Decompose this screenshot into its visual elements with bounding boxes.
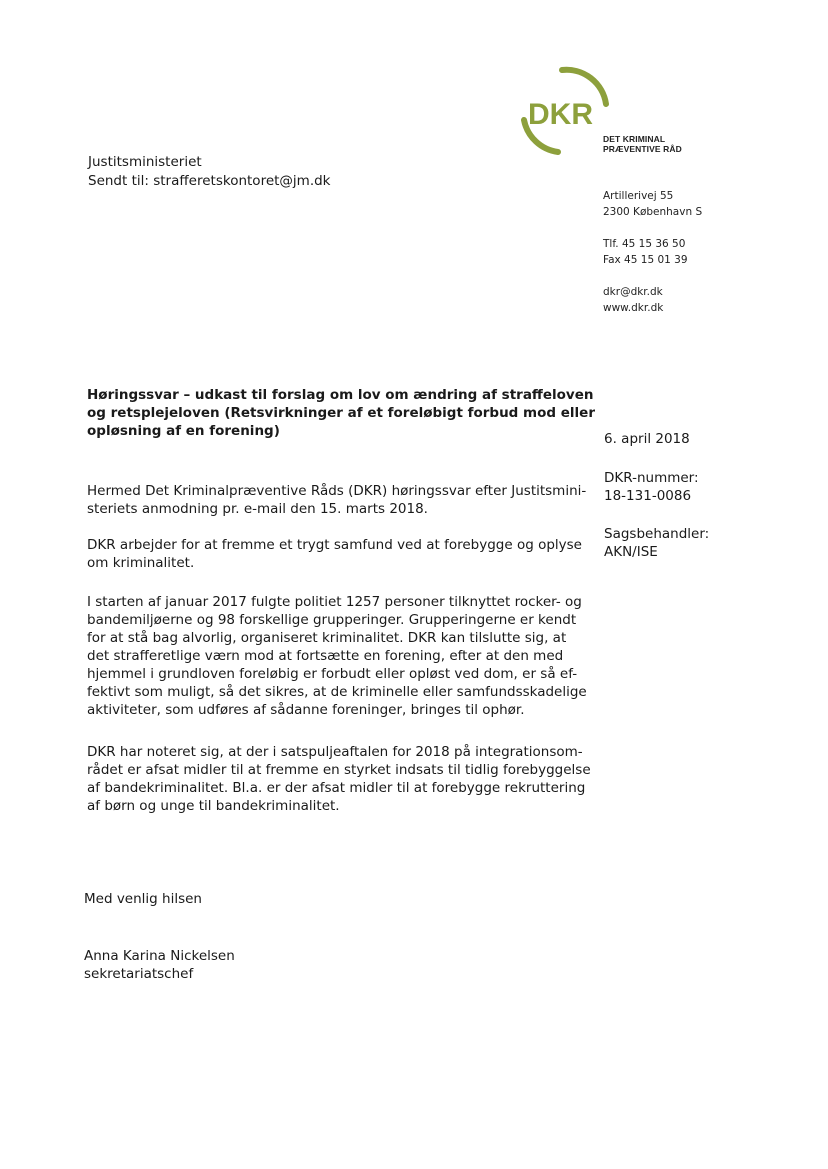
handler-block [604,525,709,561]
text-line: for at stå bag alvorlig, organiseret kriminalitet. DKR kan tilslutte sig, at [87,630,567,646]
text-line: fektivt som muligt, så det sikres, at de kriminelle eller samfundsskadelige [87,684,587,700]
subject-line: opløsning af en forening) [87,423,280,439]
contact-address [603,188,702,220]
text-line: aktiviteter, som udføres af sådanne foreninger, bringes til ophør. [87,702,525,718]
text-line: det strafferetlige værn mod at fortsætte en forening, efter at den med [87,648,564,664]
logo-subtitle [603,134,682,154]
contact-fax: Fax 45 15 01 39 [603,254,688,266]
text-line: bandemiljøerne og 98 forskellige grupperinger. Grupperingerne er kendt [87,612,577,628]
logo-text: DKR [528,98,593,131]
text-line: DKR arbejder for at fremme et trygt samfund ved at forebygge og oplyse [87,537,582,553]
reference-label: DKR-nummer: [604,470,699,486]
handler-initials: AKN/ISE [604,544,658,560]
signature-block [84,947,235,983]
paragraph-gangs [87,593,597,719]
logo-subtitle-line: PRÆVENTIVE RÅD [603,144,682,154]
recipient-block [88,153,331,191]
text-line: af børn og unge til bandekriminalitet. [87,798,340,814]
subject-line: og retsplejeloven (Retsvirkninger af et foreløbigt forbud mod eller [87,405,595,421]
contact-phone: Tlf. 45 15 36 50 [603,238,686,250]
contact-city: 2300 København S [603,206,703,218]
contact-street: Artillerivej 55 [603,190,674,202]
text-line: steriets anmodning pr. e-mail den 15. marts 2018. [87,501,428,517]
paragraph-funding [87,743,597,815]
recipient-email: Sendt til: strafferetskontoret@jm.dk [88,173,331,189]
letter-date: 6. april 2018 [604,431,690,447]
paragraph-mission [87,536,597,572]
text-line: I starten af januar 2017 fulgte politiet 1257 personer tilknyttet rocker- og [87,594,582,610]
recipient-name: Justitsministeriet [88,154,202,170]
text-line: rådet er afsat midler til at fremme en styrket indsats til tidlig forebyggelse [87,762,591,778]
dkr-logo [516,64,612,156]
signatory-name: Anna Karina Nickelsen [84,948,235,964]
text-line: DKR har noteret sig, at der i satspuljeaftalen for 2018 på integrationsom- [87,744,583,760]
subject-line: Høringssvar – udkast til forslag om lov om ændring af straffeloven [87,387,594,403]
logo-subtitle-line: DET KRIMINAL [603,134,666,144]
contact-email: dkr@dkr.dk [603,286,663,298]
reference-number: 18-131-0086 [604,488,692,504]
text-line: om kriminalitet. [87,555,195,571]
contact-online [603,284,663,316]
paragraph-intro [87,482,597,518]
handler-label: Sagsbehandler: [604,526,710,542]
subject-heading [87,386,627,440]
text-line: af bandekriminalitet. Bl.a. er der afsat midler til at forebygge rekruttering [87,780,586,796]
signatory-title: sekretariatschef [84,966,194,982]
contact-phones [603,236,688,268]
contact-web: www.dkr.dk [603,302,664,314]
text-line: Hermed Det Kriminalpræventive Råds (DKR) høringssvar efter Justitsmini- [87,483,587,499]
closing-greeting: Med venlig hilsen [84,891,202,907]
reference-block [604,469,699,505]
text-line: hjemmel i grundloven foreløbig er forbudt eller opløst ved dom, er så ef- [87,666,578,682]
